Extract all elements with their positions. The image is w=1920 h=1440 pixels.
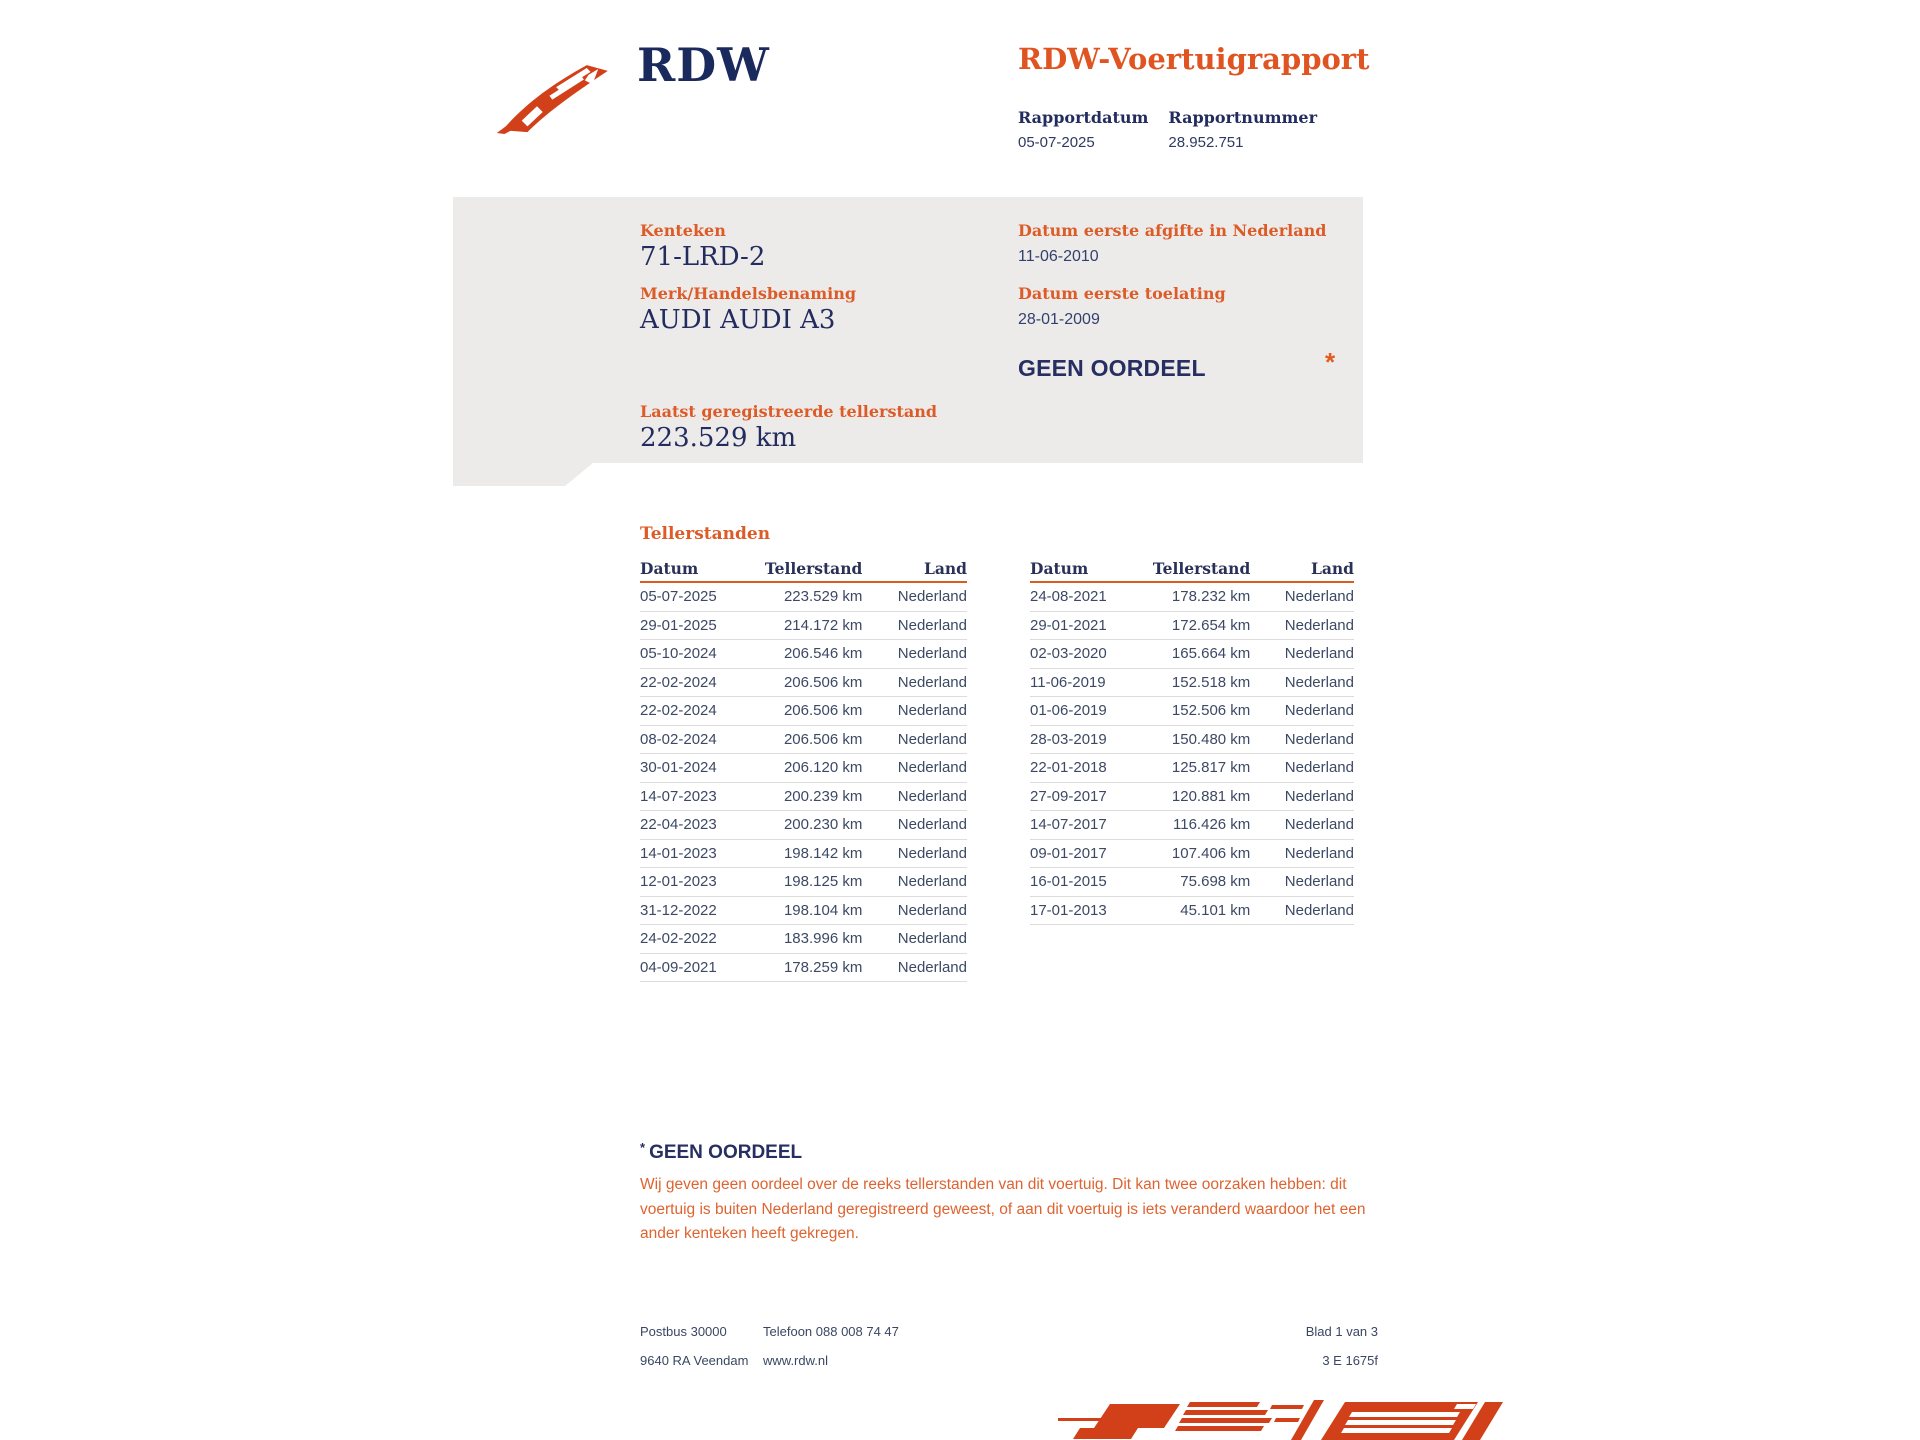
- table-row: [1030, 697, 1354, 726]
- cell-tellerstand: 45.101 km: [1180, 901, 1251, 919]
- verdict-text: GEEN OORDEEL: [1018, 355, 1206, 381]
- column-header-datum: Datum: [1030, 559, 1089, 578]
- cell-land: Nederland: [1284, 873, 1354, 891]
- cell-land: Nederland: [1284, 702, 1354, 720]
- footnote-title-text: GEEN OORDEEL: [649, 1142, 803, 1163]
- cell-tellerstand: 178.232 km: [1171, 588, 1251, 606]
- report-date-label: Rapportdatum: [1018, 108, 1149, 127]
- cell-tellerstand: 183.996 km: [783, 930, 863, 948]
- cell-datum: 05-10-2024: [640, 645, 717, 663]
- cell-datum: 04-09-2021: [640, 958, 717, 976]
- footnote: [640, 1140, 1380, 1247]
- kenteken-value: 71-LRD-2: [640, 242, 766, 272]
- table-row: [640, 583, 967, 612]
- column-header-land: Land: [1310, 559, 1354, 578]
- footer-website: www.rdw.nl: [763, 1353, 829, 1368]
- table-header: [1030, 552, 1354, 583]
- table-row: [640, 868, 967, 897]
- page-footer: [640, 1324, 1378, 1382]
- cell-datum: 29-01-2021: [1030, 616, 1107, 634]
- column-header-land: Land: [923, 559, 967, 578]
- cell-datum: 17-01-2013: [1030, 901, 1107, 919]
- cell-tellerstand: 198.104 km: [783, 901, 863, 919]
- cell-land: Nederland: [897, 759, 967, 777]
- cell-land: Nederland: [897, 930, 967, 948]
- cell-tellerstand: 150.480 km: [1171, 730, 1251, 748]
- cell-land: Nederland: [897, 873, 967, 891]
- cell-land: Nederland: [1284, 901, 1354, 919]
- toelating-value: 28-01-2009: [1018, 311, 1100, 328]
- cell-tellerstand: 206.506 km: [783, 730, 863, 748]
- cell-datum: 22-02-2024: [640, 673, 717, 691]
- table-row: [1030, 726, 1354, 755]
- summary-box-tab: [453, 463, 593, 486]
- cell-tellerstand: 116.426 km: [1173, 816, 1251, 834]
- footer-form-code: 3 E 1675f: [1322, 1353, 1378, 1368]
- tellerstanden-table-left: [640, 552, 967, 982]
- cell-tellerstand: 198.125 km: [783, 873, 863, 891]
- cell-land: Nederland: [897, 958, 967, 976]
- cell-datum: 29-01-2025: [640, 616, 717, 634]
- cell-datum: 11-06-2019: [1030, 673, 1106, 691]
- cell-tellerstand: 206.546 km: [783, 645, 863, 663]
- cell-tellerstand: 107.406 km: [1171, 844, 1251, 862]
- table-row: [640, 840, 967, 869]
- tellerstanden-section-title: Tellerstanden: [640, 524, 771, 544]
- cell-land: Nederland: [1284, 787, 1354, 805]
- cell-datum: 02-03-2020: [1030, 645, 1107, 663]
- tellerstand-value: 223.529 km: [640, 423, 797, 453]
- table-row: [640, 954, 967, 983]
- cell-land: Nederland: [897, 645, 967, 663]
- merk-label: Merk/Handelsbenaming: [640, 284, 857, 303]
- table-row: [1030, 811, 1354, 840]
- cell-tellerstand: 200.230 km: [783, 816, 863, 834]
- table-row: [1030, 640, 1354, 669]
- cell-datum: 12-01-2023: [640, 873, 717, 891]
- table-row: [640, 697, 967, 726]
- merk-value: AUDI AUDI A3: [640, 305, 836, 335]
- verdict-asterisk: *: [1325, 347, 1336, 377]
- cell-datum: 22-01-2018: [1030, 759, 1107, 777]
- cell-datum: 09-01-2017: [1030, 844, 1107, 862]
- cell-land: Nederland: [897, 816, 967, 834]
- table-row: [1030, 669, 1354, 698]
- rdw-logo-text: RDW: [637, 38, 770, 92]
- tellerstanden-table-right: [1030, 552, 1354, 925]
- cell-tellerstand: 152.506 km: [1171, 702, 1251, 720]
- cell-datum: 05-07-2025: [640, 588, 717, 606]
- column-header-datum: Datum: [640, 559, 699, 578]
- tellerstand-label: Laatst geregistreerde tellerstand: [640, 402, 938, 421]
- table-row: [640, 783, 967, 812]
- kenteken-label: Kenteken: [640, 221, 726, 240]
- table-row: [1030, 868, 1354, 897]
- cell-datum: 14-07-2017: [1030, 816, 1107, 834]
- cell-land: Nederland: [897, 730, 967, 748]
- column-header-tellerstand: Tellerstand: [1152, 559, 1251, 578]
- footnote-title: [640, 1140, 1380, 1164]
- rdw-logo: [495, 38, 770, 134]
- cell-tellerstand: 75.698 km: [1180, 873, 1251, 891]
- table-row: [640, 669, 967, 698]
- report-meta: [1018, 108, 1317, 151]
- footer-phone: Telefoon 088 008 74 47: [763, 1324, 899, 1339]
- report-date-value: 05-07-2025: [1018, 134, 1095, 151]
- rdw-feather-logo-icon: [495, 46, 623, 134]
- cell-land: Nederland: [1284, 616, 1354, 634]
- cell-tellerstand: 198.142 km: [783, 844, 863, 862]
- cell-land: Nederland: [1284, 673, 1354, 691]
- cell-land: Nederland: [1284, 759, 1354, 777]
- cell-tellerstand: 206.120 km: [783, 759, 863, 777]
- cell-datum: 22-02-2024: [640, 702, 717, 720]
- cell-datum: 01-06-2019: [1030, 702, 1107, 720]
- cell-land: Nederland: [897, 901, 967, 919]
- table-row: [640, 754, 967, 783]
- cell-land: Nederland: [897, 588, 967, 606]
- cell-datum: 28-03-2019: [1030, 730, 1107, 748]
- table-row: [640, 897, 967, 926]
- cell-tellerstand: 214.172 km: [783, 616, 863, 634]
- table-row: [640, 640, 967, 669]
- cell-land: Nederland: [1284, 645, 1354, 663]
- cell-datum: 30-01-2024: [640, 759, 717, 777]
- cell-datum: 14-01-2023: [640, 844, 717, 862]
- table-row: [640, 811, 967, 840]
- table-header: [640, 552, 967, 583]
- cell-tellerstand: 206.506 km: [783, 673, 863, 691]
- toelating-label: Datum eerste toelating: [1018, 284, 1226, 303]
- afgifte-value: 11-06-2010: [1018, 248, 1099, 265]
- cell-land: Nederland: [897, 787, 967, 805]
- table-row: [640, 925, 967, 954]
- cell-datum: 27-09-2017: [1030, 787, 1107, 805]
- cell-tellerstand: 125.817 km: [1171, 759, 1251, 777]
- cell-datum: 31-12-2022: [640, 901, 717, 919]
- footer-page-indicator: Blad 1 van 3: [1305, 1324, 1378, 1339]
- cell-land: Nederland: [1284, 844, 1354, 862]
- table-row: [640, 726, 967, 755]
- cell-land: Nederland: [897, 702, 967, 720]
- cell-datum: 22-04-2023: [640, 816, 717, 834]
- cell-land: Nederland: [1284, 588, 1354, 606]
- footer-address-line1: Postbus 30000: [640, 1324, 727, 1339]
- cell-datum: 24-08-2021: [1030, 588, 1107, 606]
- table-row: [1030, 897, 1354, 926]
- report-number-value: 28.952.751: [1168, 134, 1244, 151]
- cell-datum: 16-01-2015: [1030, 873, 1107, 891]
- footer-address-line2: 9640 RA Veendam: [640, 1353, 749, 1368]
- cell-tellerstand: 165.664 km: [1171, 645, 1251, 663]
- table-row: [1030, 783, 1354, 812]
- table-body: [1030, 583, 1354, 925]
- cell-land: Nederland: [897, 673, 967, 691]
- cell-datum: 14-07-2023: [640, 787, 717, 805]
- footnote-asterisk: *: [640, 1140, 646, 1155]
- cell-tellerstand: 206.506 km: [783, 702, 863, 720]
- cell-land: Nederland: [897, 844, 967, 862]
- column-header-tellerstand: Tellerstand: [764, 559, 863, 578]
- cell-land: Nederland: [897, 616, 967, 634]
- cell-datum: 24-02-2022: [640, 930, 717, 948]
- table-body: [640, 583, 967, 982]
- cell-tellerstand: 223.529 km: [783, 588, 863, 606]
- table-row: [1030, 612, 1354, 641]
- cell-land: Nederland: [1284, 816, 1354, 834]
- cell-datum: 08-02-2024: [640, 730, 717, 748]
- table-row: [1030, 754, 1354, 783]
- footnote-body: Wij geven geen oordeel over de reeks tellerstanden van dit voertuig. Dit kan twee oorzaken hebben: dit voertuig is buiten Nederland geregistreerd geweest, of aan dit voertuig is iets veranderd waardoor het een ander kenteken heeft gekregen.: [640, 1176, 1366, 1242]
- rdw-feather-watermark-icon: [1058, 1398, 1503, 1440]
- page-title: RDW-Voertuigrapport: [1018, 42, 1370, 76]
- table-row: [1030, 583, 1354, 612]
- cell-tellerstand: 178.259 km: [783, 958, 863, 976]
- vehicle-summary-box: [453, 197, 1363, 463]
- cell-tellerstand: 152.518 km: [1171, 673, 1251, 691]
- afgifte-label: Datum eerste afgifte in Nederland: [1018, 221, 1327, 240]
- cell-tellerstand: 200.239 km: [783, 787, 863, 805]
- cell-tellerstand: 120.881 km: [1171, 787, 1251, 805]
- cell-land: Nederland: [1284, 730, 1354, 748]
- table-row: [640, 612, 967, 641]
- cell-tellerstand: 172.654 km: [1171, 616, 1251, 634]
- report-number-label: Rapportnummer: [1168, 108, 1318, 127]
- table-row: [1030, 840, 1354, 869]
